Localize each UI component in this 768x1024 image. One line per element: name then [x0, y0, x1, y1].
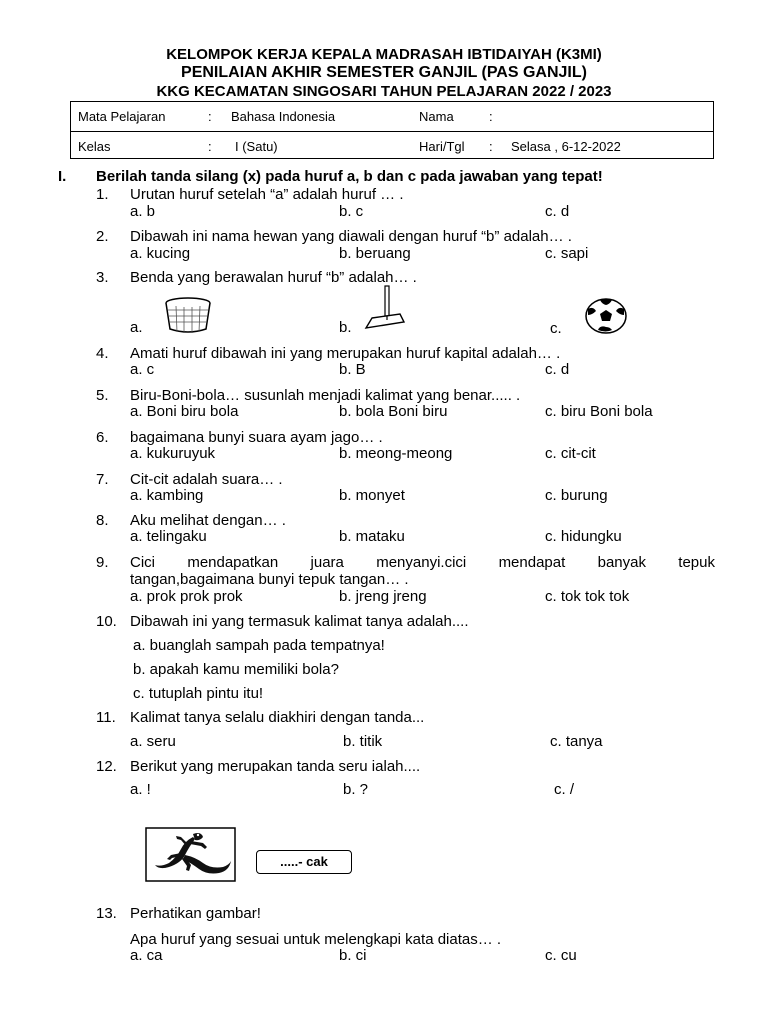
question-number: 10. — [96, 613, 117, 630]
option-a[interactable]: a. ca — [130, 947, 163, 964]
option-a[interactable]: a. kucing — [130, 245, 191, 262]
soccer-ball-icon — [584, 297, 628, 335]
question-number: 9. — [96, 554, 109, 571]
name-sep: : — [489, 109, 493, 124]
question-text: Dibawah ini nama hewan yang diawali dengan huruf “b” adalah… . — [130, 228, 572, 245]
option-a[interactable]: a. Boni biru bola — [130, 403, 239, 420]
question-number: 1. — [96, 186, 109, 203]
question-number: 12. — [96, 758, 117, 775]
option-a[interactable]: a. prok prok prok — [130, 588, 243, 605]
question-text: Perhatikan gambar! — [130, 905, 261, 922]
question-text: Biru-Boni-bola… susunlah menjadi kalimat yang benar..... . — [130, 387, 521, 404]
option-b[interactable]: b. monyet — [339, 487, 405, 504]
class-sep: : — [208, 139, 212, 154]
question-text: Cici mendapatkan juara menyanyi.cici mendapat banyak tepuk — [130, 554, 715, 571]
question-number: 4. — [96, 345, 109, 362]
subject-value: Bahasa Indonesia — [231, 109, 336, 124]
option-b[interactable]: b. c — [339, 203, 364, 220]
question-number: 11. — [96, 709, 116, 726]
option-c[interactable]: c. biru Boni bola — [545, 403, 653, 420]
info-row-2 — [71, 131, 713, 161]
question-text: Urutan huruf setelah “a” adalah huruf … . — [130, 186, 404, 203]
option-b[interactable]: b. mataku — [339, 528, 405, 545]
subject-label: Mata Pelajaran — [78, 109, 166, 124]
option-a[interactable]: a. b — [130, 203, 156, 220]
date-value: Selasa , 6-12-2022 — [511, 139, 621, 154]
option-a[interactable]: a. seru — [130, 733, 176, 750]
question-number: 5. — [96, 387, 109, 404]
question-number: 6. — [96, 429, 109, 446]
question-number: 8. — [96, 512, 109, 529]
option-b[interactable]: b. titik — [343, 733, 383, 750]
date-label: Hari/Tgl — [419, 139, 465, 154]
option-c[interactable]: c. d — [545, 203, 570, 220]
option-c[interactable]: c. tutuplah pintu itu! — [133, 685, 264, 702]
option-b[interactable]: b. B — [339, 361, 366, 378]
option-b[interactable]: b. — [339, 319, 352, 336]
date-sep: : — [489, 139, 493, 154]
option-c[interactable]: c. cit-cit — [545, 445, 596, 462]
question-text: tangan,bagaimana bunyi tepuk tangan… . — [130, 571, 409, 588]
question-number: 3. — [96, 269, 109, 286]
option-c[interactable]: c. sapi — [545, 245, 589, 262]
question-text: Apa huruf yang sesuai untuk melengkapi kata diatas… . — [130, 931, 502, 948]
option-c[interactable]: c. burung — [545, 487, 608, 504]
broom-icon — [360, 284, 406, 332]
option-b[interactable]: b. beruang — [339, 245, 411, 262]
header-line-2: PENILAIAN AKHIR SEMESTER GANJIL (PAS GANJIL) — [181, 64, 587, 81]
option-c[interactable]: c. / — [554, 781, 575, 798]
option-c[interactable]: c. cu — [545, 947, 577, 964]
question-text: Benda yang berawalan huruf “b” adalah… . — [130, 269, 417, 286]
section-text: Berilah tanda silang (x) pada huruf a, b dan c pada jawaban yang tepat! — [96, 168, 603, 185]
question-number: 13. — [96, 905, 117, 922]
question-text: Berikut yang merupakan tanda seru ialah.... — [130, 758, 421, 775]
info-row-1 — [71, 102, 713, 131]
option-b[interactable]: b. meong-meong — [339, 445, 453, 462]
option-c[interactable]: c. — [550, 320, 562, 337]
option-b[interactable]: b. jreng jreng — [339, 588, 427, 605]
basket-icon — [162, 296, 214, 336]
question-number: 2. — [96, 228, 109, 245]
subject-sep: : — [208, 109, 212, 124]
option-c[interactable]: c. tok tok tok — [545, 588, 630, 605]
option-a[interactable]: a. ! — [130, 781, 151, 798]
option-b[interactable]: b. ? — [343, 781, 369, 798]
question-text: Aku melihat dengan… . — [130, 512, 286, 529]
info-table — [70, 101, 714, 159]
answer-box: .....- cak — [256, 850, 352, 874]
option-b[interactable]: b. apakah kamu memiliki bola? — [133, 661, 339, 678]
question-text: Kalimat tanya selalu diakhiri dengan tanda... — [130, 709, 425, 726]
header-line-3: KKG KECAMATAN SINGOSARI TAHUN PELAJARAN 2022 / 2023 — [156, 83, 612, 100]
question-text: Amati huruf dibawah ini yang merupakan huruf kapital adalah… . — [130, 345, 561, 362]
option-b[interactable]: b. bola Boni biru — [339, 403, 448, 420]
option-c[interactable]: c. d — [545, 361, 570, 378]
option-a[interactable]: a. buanglah sampah pada tempatnya! — [133, 637, 385, 654]
question-number: 7. — [96, 471, 109, 488]
class-label: Kelas — [78, 139, 111, 154]
lizard-icon — [145, 827, 236, 882]
question-text: Dibawah ini yang termasuk kalimat tanya adalah.... — [130, 613, 469, 630]
name-label: Nama — [419, 109, 454, 124]
question-text: bagaimana bunyi suara ayam jago… . — [130, 429, 383, 446]
option-a[interactable]: a. telingaku — [130, 528, 207, 545]
header-line-1: KELOMPOK KERJA KEPALA MADRASAH IBTIDAIYAH (K3MI) — [166, 46, 602, 63]
option-a[interactable]: a. kambing — [130, 487, 204, 504]
question-text: Cit-cit adalah suara… . — [130, 471, 283, 488]
class-value: I (Satu) — [235, 139, 278, 154]
option-a[interactable]: a. — [130, 319, 143, 336]
option-b[interactable]: b. ci — [339, 947, 367, 964]
section-number: I. — [58, 168, 67, 185]
option-c[interactable]: c. tanya — [550, 733, 603, 750]
option-c[interactable]: c. hidungku — [545, 528, 622, 545]
option-a[interactable]: a. c — [130, 361, 155, 378]
option-a[interactable]: a. kukuruyuk — [130, 445, 216, 462]
